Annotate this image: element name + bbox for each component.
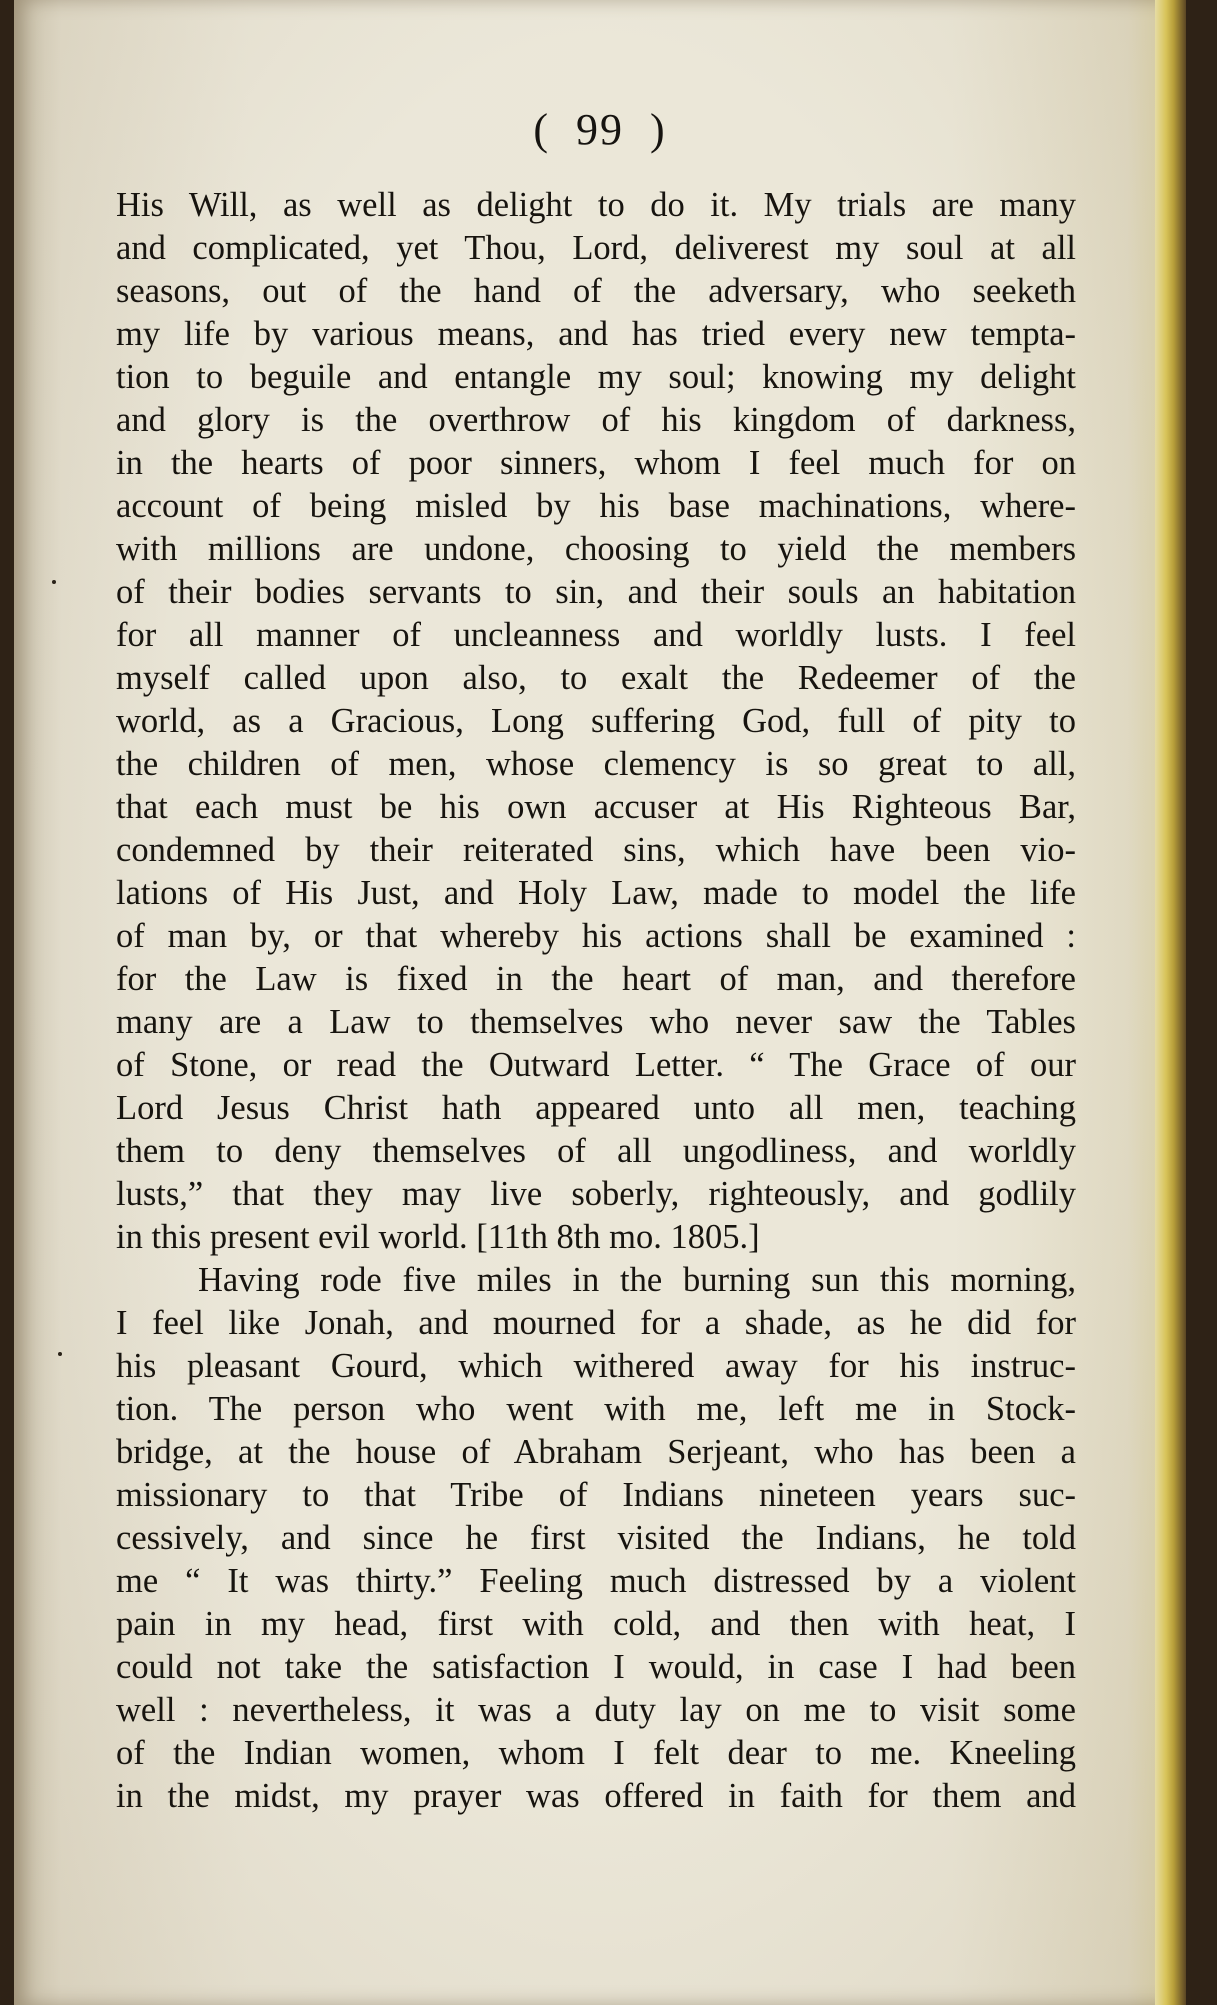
text-line: his pleasant Gourd, which withered away for his instruc-	[116, 1347, 1076, 1385]
paragraph-first-line: Having rode five miles in the burning sun this morning,	[198, 1261, 1076, 1299]
text-line: tion. The person who went with me, left me in Stock-	[116, 1390, 1076, 1428]
text-line: them to deny themselves of all ungodliness, and worldly	[116, 1132, 1076, 1170]
ink-speck	[52, 580, 56, 584]
ink-speck	[58, 1352, 62, 1356]
text-line: could not take the satisfaction I would, in case I had been	[116, 1648, 1076, 1686]
text-line: myself called upon also, to exalt the Redeemer of the	[116, 659, 1076, 697]
text-line: that each must be his own accuser at His Righteous Bar,	[116, 788, 1076, 826]
text-line: in this present evil world. [11th 8th mo. 1805.]	[116, 1218, 760, 1256]
book-page	[14, 0, 1186, 2005]
text-line: world, as a Gracious, Long suffering God, full of pity to	[116, 702, 1076, 740]
text-line: well : nevertheless, it was a duty lay on me to visit some	[116, 1691, 1076, 1729]
text-line: tion to beguile and entangle my soul; knowing my delight	[116, 358, 1076, 396]
text-line: Lord Jesus Christ hath appeared unto all men, teaching	[116, 1089, 1076, 1127]
text-line: in the midst, my prayer was offered in faith for them and	[116, 1777, 1076, 1815]
text-line: in the hearts of poor sinners, whom I feel much for on	[116, 444, 1076, 482]
text-line: seasons, out of the hand of the adversary, who seeketh	[116, 272, 1076, 310]
text-line: I feel like Jonah, and mourned for a shade, as he did for	[116, 1304, 1076, 1342]
text-line: bridge, at the house of Abraham Serjeant, who has been a	[116, 1433, 1076, 1471]
text-line: and glory is the overthrow of his kingdom of darkness,	[116, 401, 1076, 439]
text-line: lusts,” that they may live soberly, righteously, and godlily	[116, 1175, 1076, 1213]
text-line: cessively, and since he first visited the Indians, he told	[116, 1519, 1076, 1557]
text-line: account of being misled by his base machinations, where-	[116, 487, 1076, 525]
text-line: condemned by their reiterated sins, which have been vio-	[116, 831, 1076, 869]
text-line: of their bodies servants to sin, and their souls an habitation	[116, 573, 1076, 611]
page-number-close-paren: )	[650, 105, 667, 154]
text-line: lations of His Just, and Holy Law, made to model the life	[116, 874, 1076, 912]
text-line: pain in my head, first with cold, and then with heat, I	[116, 1605, 1076, 1643]
text-line: my life by various means, and has tried every new tempta-	[116, 315, 1076, 353]
text-line: of Stone, or read the Outward Letter. “ The Grace of our	[116, 1046, 1076, 1084]
page-number	[14, 104, 1186, 155]
page-number-open-paren: (	[533, 105, 550, 154]
page-edge	[1155, 0, 1186, 2005]
text-line: and complicated, yet Thou, Lord, deliverest my soul at all	[116, 229, 1076, 267]
text-line: me “ It was thirty.” Feeling much distressed by a violent	[116, 1562, 1076, 1600]
text-line: missionary to that Tribe of Indians nineteen years suc-	[116, 1476, 1076, 1514]
page-number-value: 99	[576, 105, 624, 154]
text-line: for the Law is fixed in the heart of man, and therefore	[116, 960, 1076, 998]
text-line: of man by, or that whereby his actions shall be examined :	[116, 917, 1076, 955]
text-line: the children of men, whose clemency is so great to all,	[116, 745, 1076, 783]
text-line: for all manner of uncleanness and worldly lusts. I feel	[116, 616, 1076, 654]
body-text	[116, 184, 1076, 1818]
text-line: many are a Law to themselves who never saw the Tables	[116, 1003, 1076, 1041]
text-line: with millions are undone, choosing to yield the members	[116, 530, 1076, 568]
text-line: of the Indian women, whom I felt dear to me. Kneeling	[116, 1734, 1076, 1772]
text-line: His Will, as well as delight to do it. My trials are many	[116, 186, 1076, 224]
